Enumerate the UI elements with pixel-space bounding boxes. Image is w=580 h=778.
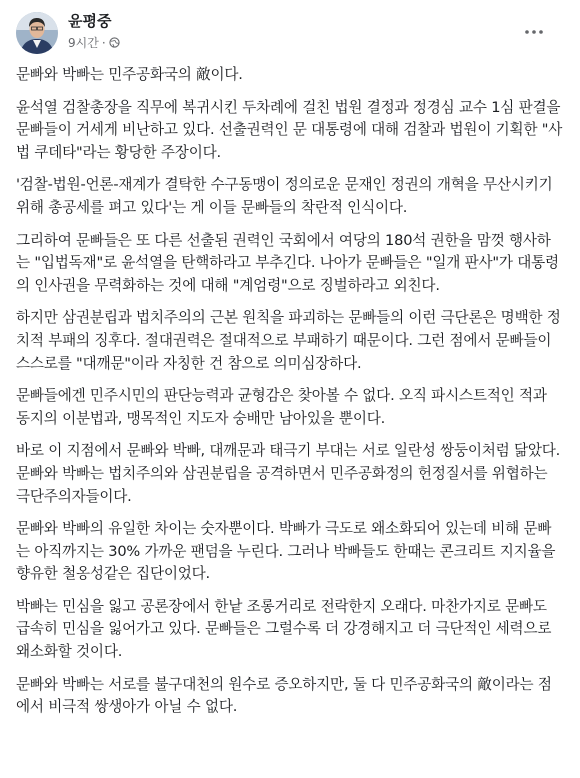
- post-paragraph: 문빠와 박빠의 유일한 차이는 숫자뿐이다. 박빠가 극도로 왜소화되어 있는데 비해 문빠는 아직까지는 30% 가까운 팬덤을 누린다. 그러나 박빠들도 한때는 콘크리트 지지율을 향유한 철옹성같은 집단이었다.: [16, 520, 556, 583]
- post-paragraph: 박빠는 민심을 잃고 공론장에서 한낱 조롱거리로 전락한지 오래다. 마찬가지로 문빠도 급속히 민심을 잃어가고 있다. 문빠들은 그럴수록 더 강경해지고 더 극단적인 세력으로 왜소화할 것이다.: [16, 597, 552, 661]
- post-paragraph: 그리하여 문빠들은 또 다른 선출된 권력인 국회에서 여당의 180석 권한을 맘껏 행사하는 "입법독재"로 윤석열을 탄핵하라고 부추긴다. 나아가 문빠들은 "일개 판사"가 대통령의 인사권을 무력화하는 것에 대해 "계엄령"으로 징벌하라고 외친다.: [16, 231, 559, 294]
- author-name[interactable]: 윤평중: [68, 12, 112, 30]
- globe-icon[interactable]: [109, 37, 120, 48]
- more-options-button[interactable]: [520, 22, 548, 42]
- post-paragraph: 문빠들에겐 민주시민의 판단능력과 균형감은 찾아볼 수 없다. 오직 파시스트적인 적과 동지의 이분법과, 맹목적인 지도자 숭배만 남아있을 뿐이다.: [16, 387, 547, 427]
- post-paragraph: 바로 이 지점에서 문빠와 박빠, 대깨문과 태극기 부대는 서로 일란성 쌍둥이처럼 닮았다. 문빠와 박빠는 법치주의와 삼권분립을 공격하면서 민주공화정의 헌정질서를 위협하는 극단주의자들이다.: [16, 442, 561, 505]
- post-header: [16, 0, 564, 64]
- avatar-photo: [16, 12, 58, 54]
- meta-separator: ·: [101, 35, 106, 50]
- post-body: [16, 64, 564, 719]
- post-meta: [68, 34, 120, 51]
- post-paragraph: 문빠와 박빠는 서로를 불구대천의 원수로 증오하지만, 둘 다 민주공화국의 敵이라는 점에서 비극적 쌍생아가 아닐 수 없다.: [16, 675, 552, 716]
- post-paragraph: 하지만 삼권분립과 법치주의의 근본 원칙을 파괴하는 문빠들의 이런 극단론은 명백한 정치적 부패의 징후다. 절대권력은 절대적으로 부패하기 때문이다. 그런 점에서 문빠들이 스스로를 "대깨문"이라 자칭한 건 참으로 의미심장하다.: [16, 309, 561, 372]
- post-time[interactable]: 9시간: [68, 36, 99, 50]
- more-options-icon: [524, 29, 544, 35]
- post-paragraph: '검찰-법원-언론-재계가 결탁한 수구동맹이 정의로운 문재인 정권의 개혁을 무산시키기 위해 총공세를 펴고 있다'는 게 이들 문빠들의 착란적 인식이다.: [16, 176, 553, 216]
- author-avatar[interactable]: [16, 12, 58, 54]
- post-paragraph: 문빠와 박빠는 민주공화국의 敵이다.: [16, 66, 243, 83]
- post-paragraph: 윤석열 검찰총장을 직무에 복귀시킨 두차례에 걸친 법원 결정과 정경심 교수 1심 판결을 문빠들이 거세게 비난하고 있다. 선출권력인 문 대통령에 대해 검찰과 법원이 기획한 "사법 쿠데타"라는 황당한 주장이다.: [16, 98, 563, 161]
